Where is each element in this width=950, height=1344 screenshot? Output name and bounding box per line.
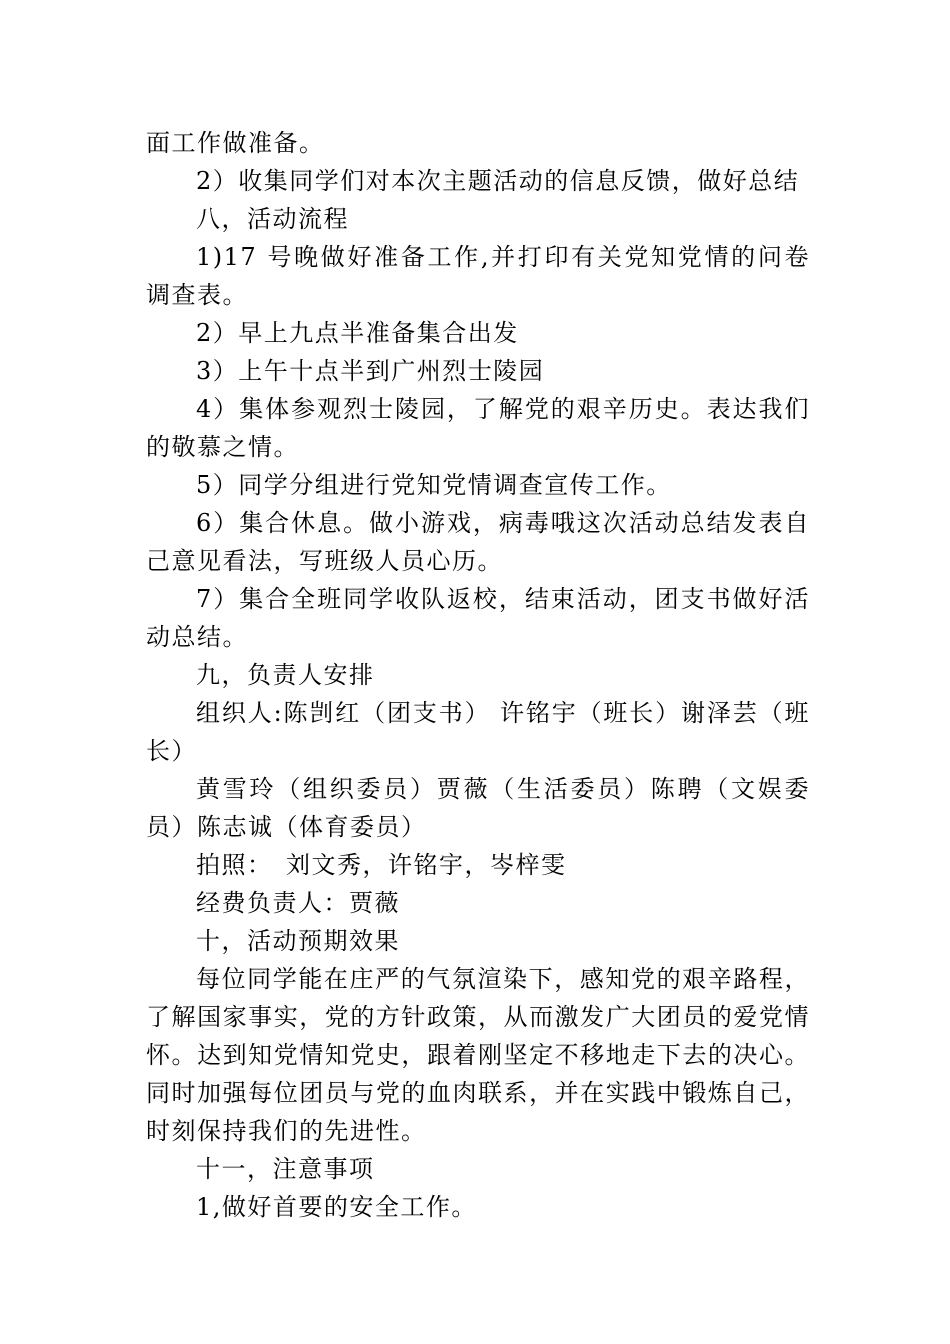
document-body — [146, 124, 810, 1226]
committee-members: 黄雪玲（组织委员）贾薇（生活委员）陈聘（文娱委员）陈志诚（体育委员） — [146, 775, 810, 841]
organizers-line: 组织人:陈剀红（团支书） 许铭宇（班长）谢泽芸（班长） — [146, 699, 810, 765]
process-step-4: 4）集体参观烈士陵园，了解党的艰辛历史。表达我们的敬慕之情。 — [146, 395, 810, 461]
expected-effect-paragraph: 每位同学能在庄严的气氛渲染下，感知党的艰辛路程，了解国家事实，党的方针政策，从而激发广大团员的爱党情怀。达到知党情知党史，跟着刚坚定不移地走下去的决心。同时加强每位团员与党的血肉联系，并在实践中锻炼自己，时刻保持我们的先进性。 — [146, 965, 810, 1145]
photographers-line: 拍照： 刘文秀，许铭宇，岑梓雯 — [196, 851, 567, 879]
process-step-1: 1)17 号晚做好准备工作,并打印有关党知党情的问卷调查表。 — [146, 243, 810, 309]
budget-manager-line: 经费负责人：贾薇 — [196, 889, 400, 917]
note-item-1: 1,做好首要的安全工作。 — [196, 1193, 477, 1221]
process-step-5: 5）同学分组进行党知党情调查宣传工作。 — [196, 471, 672, 499]
paragraph-continuation: 面工作做准备。 — [146, 129, 325, 157]
process-step-6: 6）集合休息。做小游戏，病毒哦这次活动总结发表自己意见看法，写班级人员心历。 — [146, 509, 810, 575]
section-heading-process: 八，活动流程 — [196, 205, 349, 233]
section-heading-notes: 十一，注意事项 — [196, 1155, 375, 1183]
paragraph-feedback-item: 2）收集同学们对本次主题活动的信息反馈，做好总结 — [196, 167, 800, 195]
process-step-7: 7）集合全班同学收队返校，结束活动，团支书做好活动总结。 — [146, 585, 810, 651]
process-step-3: 3）上午十点半到广州烈士陵园 — [196, 357, 545, 385]
section-heading-expected-effect: 十，活动预期效果 — [196, 927, 400, 955]
section-heading-responsible: 九，负责人安排 — [196, 661, 375, 689]
process-step-2: 2）早上九点半准备集合出发 — [196, 319, 519, 347]
